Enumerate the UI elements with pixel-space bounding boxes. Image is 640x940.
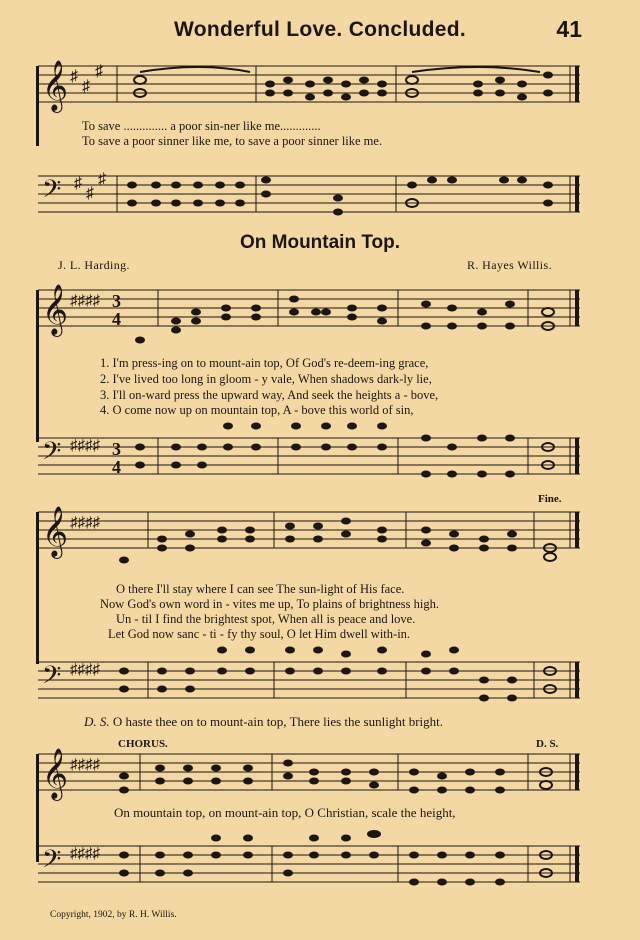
chorus-bass-staff <box>0 842 640 892</box>
wonderful-love-verse-line-1: To save .............. a poor sin-ner like me............. <box>82 119 321 133</box>
chorus-label: CHORUS. <box>118 738 168 750</box>
svg-text:♯♯♯♯: ♯♯♯♯ <box>70 438 100 454</box>
ds-lyric-line <box>84 714 443 730</box>
system2-verse-2: Now God's own word in - vites me up, To plains of brightness high. <box>100 597 439 611</box>
svg-text:♯: ♯ <box>95 63 103 80</box>
svg-text:𝄢: 𝄢 <box>42 437 62 472</box>
system2-treble-staff <box>0 508 640 558</box>
hymn-title: On Mountain Top. <box>239 232 401 253</box>
system1-verse-2: 2. I've lived too long in gloom - y vale, When shadows dark-ly lie, <box>100 372 432 386</box>
wonderful-love-verse-line-2: To save a poor sinner like me, to save a poor sinner like me. <box>82 134 383 148</box>
time-signature-bottom: 4 <box>112 309 121 329</box>
svg-text:♯: ♯ <box>74 175 82 192</box>
system2-bass-staff <box>0 658 640 708</box>
system1-verse-4: 4. O come now up on mountain top, A - bove this world of sin, <box>100 403 414 417</box>
svg-text:♯♯♯♯: ♯♯♯♯ <box>70 515 100 531</box>
wonderful-love-treble-staff <box>0 62 640 112</box>
svg-text:♯: ♯ <box>86 185 94 202</box>
system2-verse-4: Let God now sanc - ti - fy thy soul, O let Him dwell with-in. <box>108 627 411 641</box>
svg-text:𝄢: 𝄢 <box>42 175 62 210</box>
copyright-notice: Copyright, 1902, by R. H. Willis. <box>50 910 177 920</box>
chorus-treble-staff <box>0 750 640 800</box>
wonderful-love-bass-staff <box>0 172 640 222</box>
system2-verse-3: Un - til I find the brightest spot, When all is peace and love. <box>116 612 416 626</box>
composer-credit: R. Hayes Willis. <box>466 258 552 272</box>
svg-text:♯: ♯ <box>70 68 78 85</box>
time-signature-top: 3 <box>112 291 121 311</box>
svg-text:𝄢: 𝄢 <box>42 845 62 880</box>
page-number: 41 <box>556 16 582 42</box>
system1-verse-1: 1. I'm press-ing on to mount-ain top, Of God's re-deem-ing grace, <box>100 356 429 370</box>
svg-text:4: 4 <box>112 457 121 477</box>
svg-text:3: 3 <box>112 439 121 459</box>
ds-text: O haste thee on to mount-ain top, There lies the sunlight bright. <box>112 714 444 729</box>
system2-verse-1: O there I'll stay where I can see The sun-light of His face. <box>116 582 405 596</box>
chorus-ds-marking: D. S. <box>536 738 559 750</box>
svg-text:♯: ♯ <box>98 171 106 188</box>
svg-text:𝄞: 𝄞 <box>42 60 69 111</box>
svg-text:♯♯♯♯: ♯♯♯♯ <box>70 293 100 309</box>
svg-text:𝄞: 𝄞 <box>42 284 69 335</box>
svg-text:𝄢: 𝄢 <box>42 661 62 696</box>
page-header-title: Wonderful Love. Concluded. <box>173 18 467 41</box>
svg-text:♯: ♯ <box>82 78 90 95</box>
svg-text:𝄞: 𝄞 <box>42 506 69 557</box>
chorus-lyric: On mountain top, on mount-ain top, O Christian, scale the height, <box>114 805 456 820</box>
system1-treble-staff <box>0 286 640 336</box>
author-credit: J. L. Harding. <box>58 258 130 272</box>
fine-marking: Fine. <box>538 493 562 505</box>
system1-verse-3: 3. I'll on-ward press the upward way, And seek the heights a - bove, <box>100 388 439 402</box>
svg-text:𝄞: 𝄞 <box>42 748 69 799</box>
system1-bass-staff <box>0 434 640 484</box>
svg-text:♯♯♯♯: ♯♯♯♯ <box>70 846 100 862</box>
ds-label: D. S. <box>84 714 110 729</box>
svg-text:♯♯♯♯: ♯♯♯♯ <box>70 662 100 678</box>
svg-text:♯♯♯♯: ♯♯♯♯ <box>70 757 100 773</box>
